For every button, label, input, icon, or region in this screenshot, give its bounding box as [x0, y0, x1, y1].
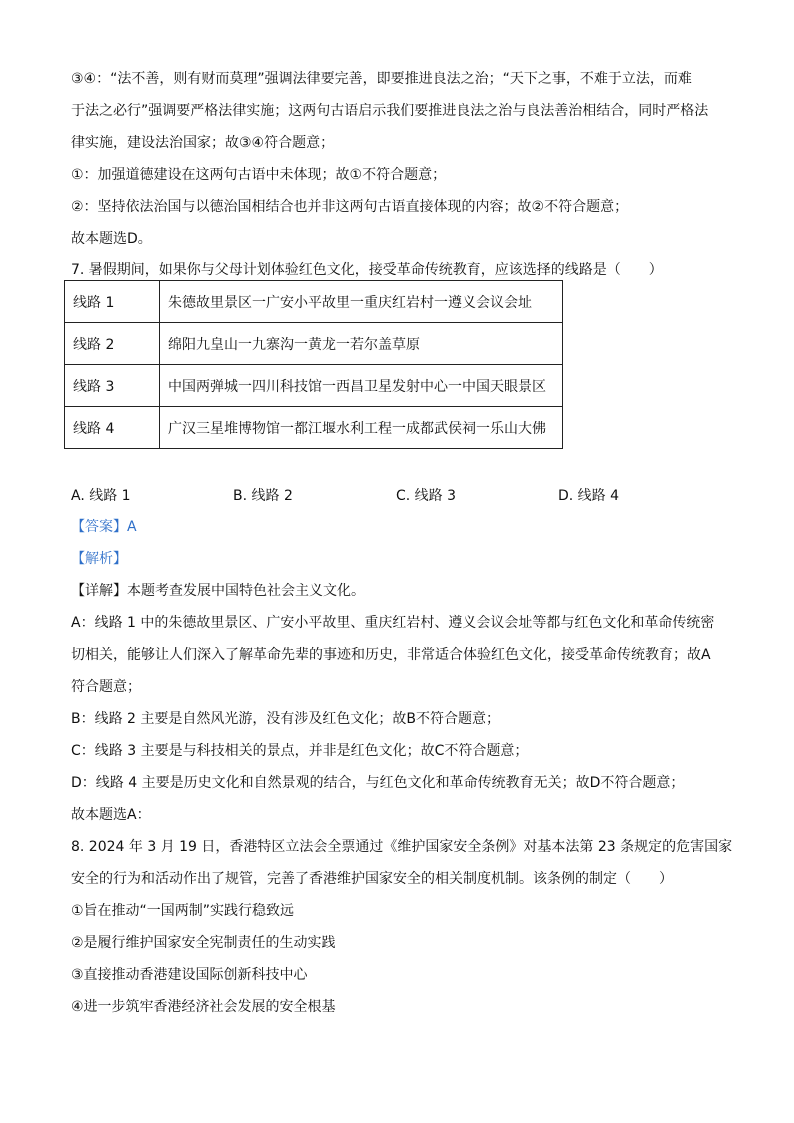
text-line: ①：加强道德建设在这两句古语中未体现；故①不符合题意；	[71, 167, 447, 183]
question-7: 7. 暑假期间，如果你与父母计划体验红色文化，接受革命传统教育，应该选择的线路是（ ）	[71, 262, 663, 278]
table-row	[65, 323, 563, 365]
text-line: ②：坚持依法治国与以德治国相结合也并非这两句古语直接体现的内容；故②不符合题意；	[71, 199, 629, 215]
option-d: D. 线路 4	[558, 488, 620, 504]
table-row	[65, 407, 563, 449]
text-line: 安全的行为和活动作出了规管，完善了香港维护国家安全的相关制度机制。该条例的制定（ ）	[71, 871, 673, 887]
choice-statement: ②是履行维护国家安全宪制责任的生动实践	[71, 935, 336, 951]
option-a: A. 线路 1	[71, 488, 131, 504]
choice-statement: ④进一步筑牢香港经济社会发展的安全根基	[71, 999, 336, 1015]
text-line: 符合题意；	[71, 679, 141, 695]
choice-statement: ③直接推动香港建设国际创新科技中心	[71, 967, 308, 983]
text-line: D：线路 4 主要是历史文化和自然景观的结合，与红色文化和革命传统教育无关；故D不符合题意；	[71, 775, 685, 791]
text-line: 于法之必行”强调要严格法律实施；这两句古语启示我们要推进良法之治与良法善治相结合，同时严格法	[71, 103, 709, 119]
text-line: A：线路 1 中的朱德故里景区、广安小平故里、重庆红岩村、遵义会议会址等都与红色文化和革命传统密	[71, 615, 715, 631]
route-desc: 广汉三星堆博物馆一都江堰水利工程一成都武侯祠一乐山大佛	[160, 407, 563, 449]
route-name: 线路 4	[65, 407, 160, 449]
analysis-label: 【解析】	[71, 551, 127, 567]
text-line: 【详解】本题考查发展中国特色社会主义文化。	[71, 583, 365, 599]
text-line: 切相关，能够让人们深入了解革命先辈的事迹和历史，非常适合体验红色文化，接受革命传统教育；故A	[71, 647, 711, 663]
text-line: ③④：“法不善，则有财而莫理”强调法律要完善，即要推进良法之治；“天下之事，不难于立法，而难	[71, 71, 692, 87]
route-name: 线路 2	[65, 323, 160, 365]
option-c: C. 线路 3	[396, 488, 457, 504]
text-line: 故本题选A：	[71, 807, 151, 823]
route-desc: 绵阳九皇山一九寨沟一黄龙一若尔盖草原	[160, 323, 563, 365]
text-line: B：线路 2 主要是自然风光游，没有涉及红色文化；故B不符合题意；	[71, 711, 501, 727]
route-name: 线路 3	[65, 365, 160, 407]
route-name: 线路 1	[65, 281, 160, 323]
text-line: 故本题选D。	[71, 231, 152, 247]
option-b: B. 线路 2	[233, 488, 293, 504]
text-line: 律实施，建设法治国家；故③④符合题意；	[71, 135, 335, 151]
table-row	[65, 281, 563, 323]
routes-table	[64, 280, 563, 449]
choice-statement: ①旨在推动“一国两制”实践行稳致远	[71, 903, 295, 919]
table-row	[65, 365, 563, 407]
route-desc: 中国两弹城一四川科技馆一西昌卫星发射中心一中国天眼景区	[160, 365, 563, 407]
question-8: 8. 2024 年 3 月 19 日，香港特区立法会全票通过《维护国家安全条例》对基本法第 23 条规定的危害国家	[71, 839, 733, 855]
text-line: C：线路 3 主要是与科技相关的景点，并非是红色文化；故C不符合题意；	[71, 743, 529, 759]
answer-label: 【答案】A	[71, 519, 137, 535]
route-desc: 朱德故里景区一广安小平故里一重庆红岩村一遵义会议会址	[160, 281, 563, 323]
